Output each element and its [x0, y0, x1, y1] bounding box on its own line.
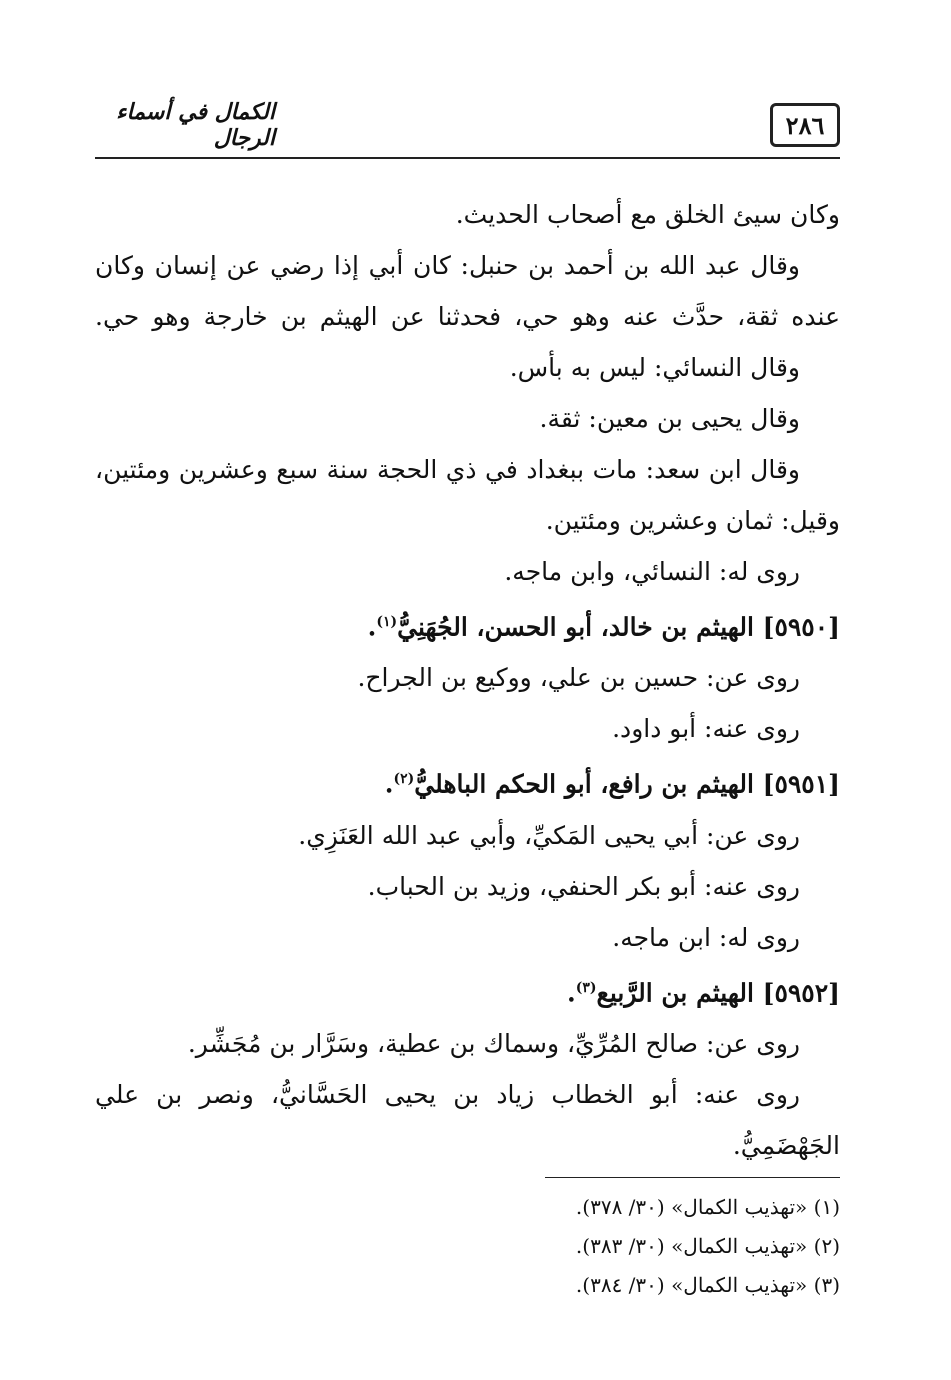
text-line: وقال يحيى بن معين: ثقة.: [539, 404, 800, 433]
entry-title: [٥٩٥١] الهيثم بن رافع، أبو الحكم الباهليُّ: [414, 769, 840, 799]
text-line: روى عنه: أبو الخطاب زياد بن يحيى الحَسَّانيُّ، ونصر بن علي: [95, 1079, 800, 1109]
main-text: [95, 189, 840, 1171]
book-title-logo: [95, 101, 275, 149]
entry-heading: [95, 963, 840, 1018]
footnotes: [95, 1188, 840, 1305]
footnote-separator: [545, 1177, 840, 1178]
entry-end: .: [384, 769, 394, 799]
entry-end: .: [567, 977, 576, 1007]
text-line: وكان سيئ الخلق مع أصحاب الحديث.: [455, 200, 840, 229]
text-line: وقال عبد الله بن أحمد بن حنبل: كان أبي إذا رضي عن إنسان وكان: [95, 251, 800, 280]
text-line: عنده ثقة، حدَّث عنه وهو حي، فحدثنا عن الهيثم بن خارجة وهو حي.: [95, 302, 840, 331]
text-line: روى عنه: أبو داود.: [612, 714, 800, 744]
text-line: روى عن: حسين بن علي، ووكيع بن الجراح.: [357, 663, 800, 693]
book-title: الكمال في أسماء الرجال: [116, 99, 275, 151]
text-line: روى عنه: أبو بكر الحنفي، وزيد بن الحباب.: [367, 871, 800, 901]
footnote: (١) «تهذيب الكمال» (٣٠/ ٣٧٨).: [575, 1194, 840, 1219]
text-line: روى عن: أبي يحيى المَكيِّ، وأبي عبد الله العَنَزِي.: [298, 820, 800, 850]
text-line: وقال ابن سعد: مات ببغداد في ذي الحجة سنة سبع وعشرين ومئتين،: [95, 455, 800, 484]
page-number: ٢٨٦: [770, 103, 840, 147]
entry-heading: [95, 754, 840, 809]
text-line: الجَهْضَمِيُّ.: [732, 1130, 840, 1160]
page: [95, 95, 840, 1305]
entry-title: [٥٩٥٠] الهيثم بن خالد، أبو الحسن، الجُهَنِيُّ: [397, 612, 840, 642]
footnote: (٣) «تهذيب الكمال» (٣٠/ ٣٨٤).: [575, 1272, 840, 1297]
entry-heading: [95, 597, 840, 652]
text-line: روى له: النسائي، وابن ماجه.: [504, 557, 800, 586]
footnote-marker: (٢): [393, 771, 415, 788]
text-line: روى له: ابن ماجه.: [612, 922, 800, 952]
entry-title: [٥٩٥٢] الهيثم بن الرَّبيع: [596, 977, 840, 1007]
footnote: (٢) «تهذيب الكمال» (٣٠/ ٣٨٣).: [575, 1233, 840, 1258]
entry-end: .: [367, 612, 377, 642]
text-line: روى عن: صالح المُرِّيِّ، وسماك بن عطية، وسَرَّار بن مُجَشِّر.: [187, 1028, 800, 1058]
footnote-marker: (١): [376, 614, 398, 630]
text-line: وقيل: ثمان وعشرين ومئتين.: [545, 506, 840, 535]
text-line: وقال النسائي: ليس به بأس.: [509, 353, 800, 382]
footnote-marker: (٣): [575, 979, 597, 996]
page-header: [95, 95, 840, 159]
